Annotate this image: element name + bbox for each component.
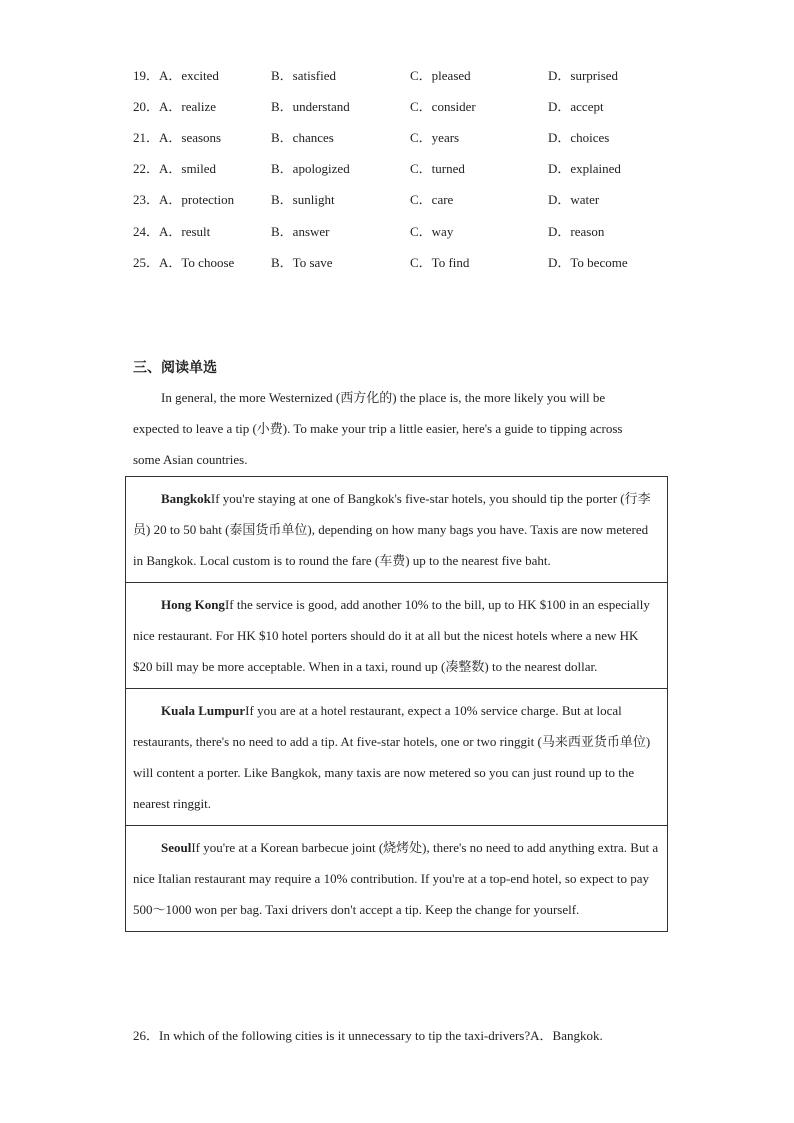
city-name: Seoul — [161, 840, 192, 855]
city-tip-text: If you're at a Korean barbecue joint (烧烤处), there's no need to add anything extra. But a nice Italian restaurant may require a 10% contribution. If you're at a top-end hotel, so expect to pay 500～1000 won per bag. Taxi drivers don't accept a tip. Keep the change for yourself. — [133, 840, 659, 917]
question-26: 26．In which of the following cities is it unnecessary to tip the taxi-drivers?A．Bangkok. — [133, 1028, 603, 1043]
option-d: D．choices — [548, 130, 610, 145]
option-a: 21．A．seasons — [133, 130, 222, 145]
city-name: Kuala Lumpur — [161, 703, 246, 718]
city-name: Bangkok — [161, 491, 211, 506]
option-a: 22．A．smiled — [133, 161, 217, 176]
option-d: D．reason — [548, 224, 605, 239]
city-tip-text: If the service is good, add another 10% to the bill, up to HK $100 in an especially nice restaurant. For HK $10 hotel porters should do it at all but the nicest hotels where a new HK $20 bill may be more acceptable. When in a taxi, round up (凑整数) to the nearest dollar. — [133, 597, 650, 674]
option-b: B．answer — [271, 224, 330, 239]
option-d: D．accept — [548, 99, 604, 114]
option-a: 19．A．excited — [133, 68, 219, 83]
option-c: C．To find — [410, 255, 470, 270]
table-row-seoul — [126, 826, 667, 931]
option-b: B．To save — [271, 255, 333, 270]
option-b: B．understand — [271, 99, 350, 114]
option-c: C．way — [410, 224, 454, 239]
option-a: 24．A．result — [133, 224, 211, 239]
option-a: 20．A．realize — [133, 99, 217, 114]
option-c: C．care — [410, 192, 454, 207]
city-tip-text: If you're staying at one of Bangkok's five-star hotels, you should tip the porter (行李员) 20 to 50 baht (泰国货币单位), depending on how many bags you have. Taxis are now metered in Bangkok. Local custom is to round the fare (车费) up to the nearest five baht. — [133, 491, 651, 568]
option-c: C．turned — [410, 161, 465, 176]
option-d: D．explained — [548, 161, 621, 176]
city-tip-text: If you are at a hotel restaurant, expect a 10% service charge. But at local restaurants, there's no need to add a tip. At five-star hotels, one or two ringgit (马来西亚货币单位) will content a porter. Like Bangkok, many taxis are now metered so you can just round up to the nearest ringgit. — [133, 703, 651, 811]
table-row-bangkok — [126, 477, 667, 583]
intro-paragraph: In general, the more Westernized (西方化的) the place is, the more likely you will be expected to leave a tip (小费). To make your trip a little easier, here's a guide to tipping across some Asian countries. — [133, 390, 623, 467]
option-d: D．water — [548, 192, 600, 207]
table-row-hong-kong — [126, 583, 667, 689]
section-heading: 三、阅读单选 — [133, 361, 217, 376]
table-row-kuala-lumpur — [126, 689, 667, 826]
option-b: B．chances — [271, 130, 334, 145]
option-b: B．satisfied — [271, 68, 336, 83]
option-a: 23．A．protection — [133, 192, 235, 207]
tipping-table — [125, 476, 668, 932]
option-c: C．consider — [410, 99, 476, 114]
option-a: 25．A．To choose — [133, 255, 235, 270]
option-c: C．pleased — [410, 68, 471, 83]
option-c: C．years — [410, 130, 460, 145]
option-d: D．surprised — [548, 68, 619, 83]
option-b: B．apologized — [271, 161, 350, 176]
option-d: D．To become — [548, 255, 628, 270]
option-b: B．sunlight — [271, 192, 335, 207]
city-name: Hong Kong — [161, 597, 225, 612]
